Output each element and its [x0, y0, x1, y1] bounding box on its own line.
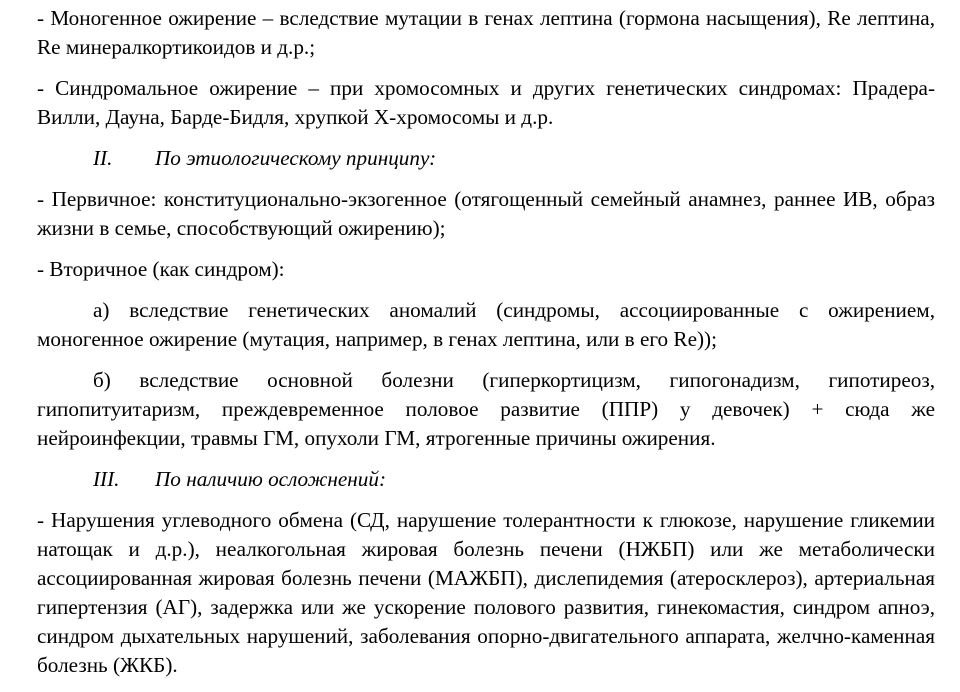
section-number: III. [93, 467, 120, 491]
paragraph-monogenic-obesity: - Моногенное ожирение – вследствие мутации в генах лептина (гормона насыщения), Re лептина, Re минералкортикоидов и д.р.; [37, 6, 935, 59]
paragraph-syndromic-obesity: - Синдромальное ожирение – при хромосомных и других генетических синдромах: Прадера-Вилли, Дауна, Барде-Бидля, хрупкой Х-хромосомы и д.р. [37, 76, 935, 129]
paragraph-secondary-disease: б) вследствие основной болезни (гиперкортицизм, гипогонадизм, гипотиреоз, гипопитуитаризм, преждевременное половое развитие (ППР) у девочек) + сюда же нейроинфекции, травмы ГМ, опухоли ГМ, ятрогенные причины ожирения. [37, 368, 935, 450]
paragraph-complications: - Нарушения углеводного обмена (СД, нарушение толерантности к глюкозе, нарушение гликемии натощак и д.р.), неалкогольная жировая болезнь печени (НЖБП) или же метаболически ассоциированная жировая болезнь печени (МАЖБП), дислепидемия (атеросклероз), артериальная гипертензия (АГ), задержка или же ускорение полового развития, гинекомастия, синдром апноэ, синдром дыхательных нарушений, заболевания опорно-двигательного аппарата, желчно-каменная болезнь (ЖКБ). [37, 508, 935, 677]
document-page [37, 0, 935, 680]
paragraph-secondary-genetic: а) вследствие генетических аномалий (синдромы, ассоциированные с ожирением, моногенное ожирение (мутация, например, в генах лептина, или в его Re)); [37, 298, 935, 351]
section-title: По наличию осложнений: [155, 467, 387, 491]
section-title: По этиологическому принципу: [155, 146, 437, 170]
section-heading-etiology [37, 144, 935, 173]
paragraph-secondary-obesity: - Вторичное (как синдром): [37, 257, 285, 281]
section-number: II. [93, 146, 113, 170]
paragraph-primary-obesity: - Первичное: конституционально-экзогенное (отягощенный семейный анамнез, раннее ИВ, образ жизни в семье, способствующий ожирению); [37, 187, 935, 240]
section-heading-complications [37, 465, 935, 494]
